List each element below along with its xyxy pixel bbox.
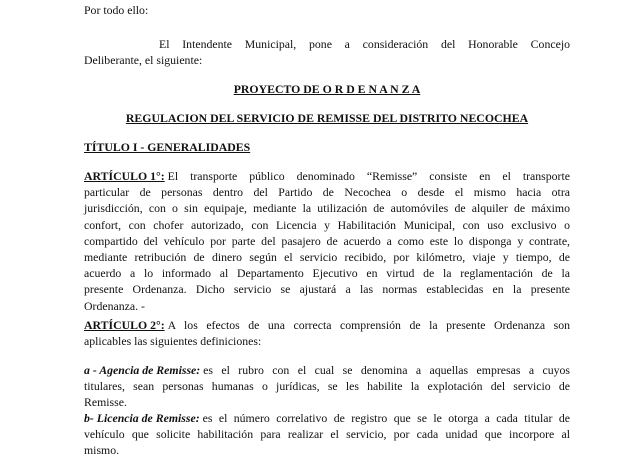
definition-a [84, 362, 570, 411]
title-one-heading [84, 139, 570, 155]
project-title: PROYECTO DE O R D E N A N Z A [233, 82, 421, 96]
article-1-line-1: particular de personas dentro del Partido de Necochea o desde el mismo hacia otra [84, 185, 570, 200]
article-1-line-7: presente Ordenanza. Dicho servicio se ajustará a las normas establecidas en la presente [84, 282, 570, 297]
article-2-line-0: A los efectos de una correcta comprensión de la presente Ordenanza son [167, 318, 570, 332]
article-1-first-line [84, 168, 570, 184]
intendente-line-1-text: El Intendente Municipal, pone a consideración del Honorable Concejo [159, 37, 570, 51]
intro-line: Por todo ello: [84, 3, 149, 17]
article-2 [84, 317, 570, 349]
article-1-line-2: jurisdicción, con o sin equipaje, mediante la utilización de automóviles de alquiler de máximo [84, 201, 570, 216]
title-one-text: TÍTULO I - GENERALIDADES [84, 140, 251, 154]
definition-b-first-line [84, 410, 570, 426]
definition-a-first-line [84, 362, 570, 378]
article-2-heading: ARTÍCULO 2°: [84, 318, 165, 332]
article-1-heading: ARTÍCULO 1°: [84, 169, 165, 183]
article-2-first-line [84, 317, 570, 333]
regulation-title: REGULACION DEL SERVICIO DE REMISSE DEL DISTRITO NECOCHEA [125, 111, 529, 125]
definition-b-line-0: es el número correlativo de registro que se le otorga a cada titular de [202, 411, 570, 425]
definition-a-term: a - Agencia de Remisse: [84, 363, 201, 377]
article-1 [84, 168, 570, 314]
intendente-paragraph [84, 36, 570, 68]
article-1-line-3: confort, con chofer autorizado, con Licencia y Habilitación Municipal, con uso exclusivo o [84, 217, 570, 232]
definition-a-line-1: titulares, sean personas humanas o jurídicas, se les habilite la explotación del servicio de [84, 379, 570, 394]
definition-b-line-1: vehículo que solicite habilitación para realizar el servicio, por cada unidad que incorpore al [84, 427, 570, 442]
article-2-line-1: aplicables las siguientes definiciones: [84, 334, 262, 349]
article-1-line-4: compartido del vehículo por parte del pasajero de acuerdo a como este lo disponga y contrate, [84, 233, 570, 248]
definition-b-term: b- Licencia de Remisse: [84, 411, 200, 425]
article-1-line-5: mediante retribución de dinero según el servicio recibido, por kilómetro, viaje y tiempo, de [84, 250, 570, 265]
intendente-line-2: Deliberante, el siguiente: [84, 53, 203, 68]
article-1-line-0: El transporte público denominado “Remisse” consiste en el transporte [167, 169, 570, 183]
definition-a-line-2: Remisse. [84, 395, 127, 410]
intendente-line-1 [84, 36, 570, 52]
intro-text [84, 2, 570, 18]
definition-a-line-0: es el rubro con el cual se denomina a aquellas empresas a cuyos [203, 363, 570, 377]
definition-b-line-2: mismo. [84, 443, 120, 458]
article-1-line-8: Ordenanza. - [84, 298, 145, 313]
definition-b [84, 410, 570, 459]
article-1-line-6: acuerdo a lo informado al Departamento Ejecutivo en virtud de la reglamentación de la [84, 266, 570, 281]
